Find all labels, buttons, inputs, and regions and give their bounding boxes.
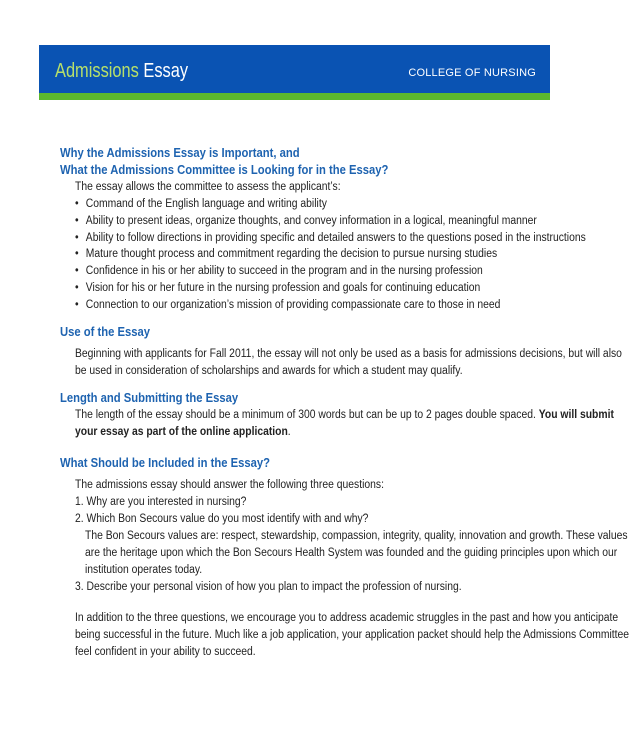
heading-included: What Should be Included in the Essay?	[60, 455, 271, 470]
heading-why: Why the Admissions Essay is Important, and	[60, 146, 300, 160]
length-text-line: The length of the essay should be a minimum of 300 words but can be up to 2 pages double spaced. You will submit	[75, 408, 614, 421]
question-1: 1. Why are you interested in nursing?	[75, 495, 247, 508]
heading-use: Use of the Essay	[60, 324, 151, 339]
list-item: • Connection to our organization’s mission of providing compassionate care to those in need	[75, 298, 501, 311]
values-text-line: The Bon Secours values are: respect, stewardship, compassion, integrity, quality, innovation and growth. These values	[85, 529, 628, 542]
heading-what: What the Admissions Committee is Looking for in the Essay?	[60, 163, 389, 177]
list-item: • Vision for his or her future in the nursing profession and goals for continuing education	[75, 281, 481, 294]
values-text-line: institution operates today.	[85, 563, 203, 576]
why-intro: The essay allows the committee to assess the applicant’s:	[75, 181, 341, 193]
list-item: • Confidence in his or her ability to succeed in the program and in the nursing profession	[75, 265, 483, 278]
closing-text-line: In addition to the three questions, we encourage you to address academic struggles in the past and how you anticipate	[75, 611, 619, 624]
question-2: 2. Which Bon Secours value do you most identify with and why?	[75, 512, 369, 525]
document-title: Admissions Essay	[55, 60, 189, 82]
list-item: • Mature thought process and commitment regarding the decision to pursue nursing studies	[75, 248, 498, 261]
assessment-list	[60, 196, 586, 314]
closing-text-line: being successful in the future. Much like a job application, your application packet should help the Admissions Committee	[75, 628, 629, 641]
use-text-line: be used in consideration of scholarships and awards for which a student may qualify.	[75, 364, 463, 377]
organization-name: COLLEGE OF NURSING	[408, 67, 536, 79]
header-bar	[39, 45, 550, 93]
list-item: • Ability to present ideas, organize thoughts, and convey information in a logical, meaningful manner	[75, 214, 537, 227]
included-intro: The admissions essay should answer the following three questions:	[75, 478, 384, 491]
length-text-line: your essay as part of the online application.	[75, 425, 291, 438]
header-accent-stripe	[39, 93, 550, 100]
use-text-line: Beginning with applicants for Fall 2011, the essay will not only be used as a basis for admissions decisions, but will also	[75, 347, 622, 360]
heading-length: Length and Submitting the Essay	[60, 390, 239, 405]
closing-text-line: feel confident in your ability to succeed.	[75, 645, 256, 658]
list-item: • Ability to follow directions in providing specific and detailed answers to the questions posed in the instructions	[75, 231, 586, 244]
list-item: • Command of the English language and writing ability	[75, 198, 327, 210]
document-body	[60, 145, 629, 661]
values-text-line: are the heritage upon which the Bon Secours Health System was founded and the guiding principles upon which our	[85, 546, 618, 559]
question-3: 3. Describe your personal vision of how you plan to impact the profession of nursing.	[75, 580, 462, 593]
